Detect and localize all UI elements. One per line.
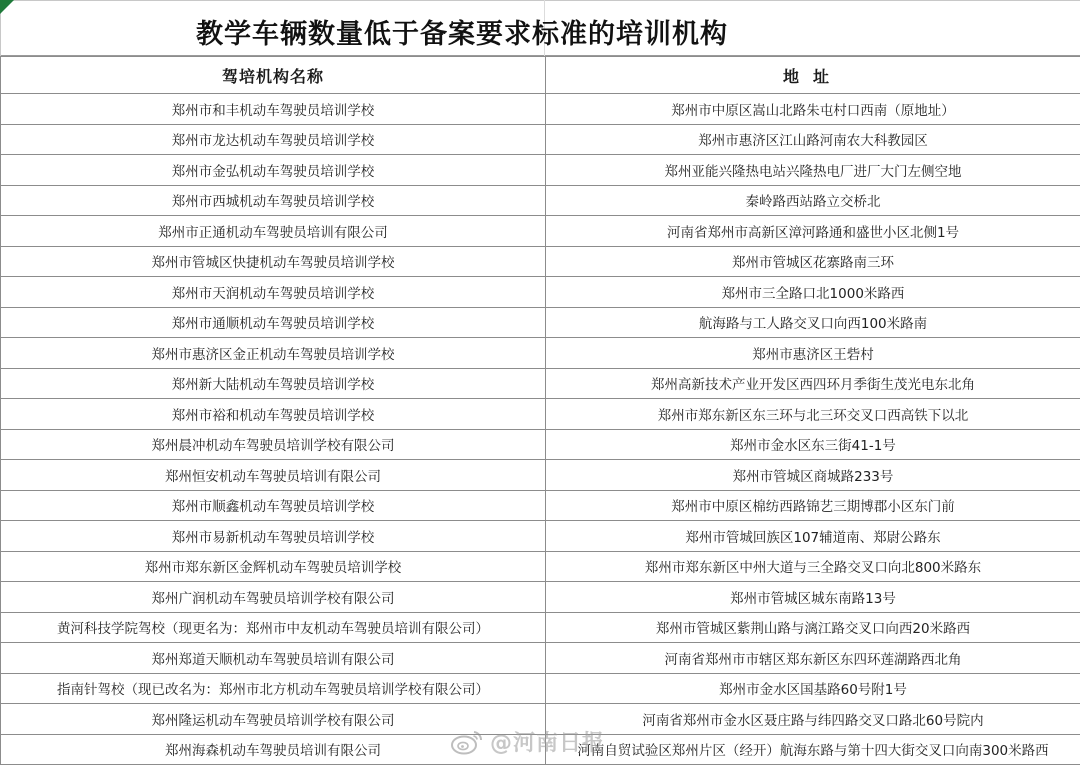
- institution-name-cell: 黄河科技学院驾校（现更名为：郑州市中友机动车驾驶员培训有限公司）: [1, 612, 546, 643]
- watermark-text: @河南日报: [490, 731, 606, 756]
- institution-name-cell: 郑州市易新机动车驾驶员培训学校: [1, 521, 546, 552]
- institution-address-cell: 郑州市管城回族区107辅道南、郑尉公路东: [546, 521, 1080, 552]
- table-row: [1, 155, 1080, 186]
- institution-name-cell: 郑州市西城机动车驾驶员培训学校: [1, 185, 546, 216]
- title-row: [0, 0, 1080, 56]
- institution-name-cell: 郑州恒安机动车驾驶员培训有限公司: [1, 460, 546, 491]
- table-row: [1, 277, 1080, 308]
- institution-name-cell: 郑州市金弘机动车驾驶员培训学校: [1, 155, 546, 186]
- institution-address-cell: 郑州市惠济区江山路河南农大科教园区: [546, 124, 1080, 155]
- institution-name-cell: 指南针驾校（现已改名为：郑州市北方机动车驾驶员培训学校有限公司）: [1, 673, 546, 704]
- institution-address-cell: 郑州市金水区东三街41-1号: [546, 429, 1080, 460]
- table-row: [1, 734, 1080, 765]
- table-row: [1, 490, 1080, 521]
- institution-name-cell: 郑州广润机动车驾驶员培训学校有限公司: [1, 582, 546, 613]
- table-row: [1, 704, 1080, 735]
- institution-name-cell: 郑州市郑东新区金辉机动车驾驶员培训学校: [1, 551, 546, 582]
- table-row: [1, 612, 1080, 643]
- table-row: [1, 368, 1080, 399]
- table-row: [1, 673, 1080, 704]
- institution-name-cell: 郑州郑道天顺机动车驾驶员培训有限公司: [1, 643, 546, 674]
- institution-name-cell: 郑州市天润机动车驾驶员培训学校: [1, 277, 546, 308]
- table-body: [1, 94, 1080, 765]
- institution-name-cell: 郑州晨冲机动车驾驶员培训学校有限公司: [1, 429, 546, 460]
- institution-name-cell: 郑州新大陆机动车驾驶员培训学校: [1, 368, 546, 399]
- institution-name-cell: 郑州市管城区快捷机动车驾驶员培训学校: [1, 246, 546, 277]
- sheet-top-gridline: [0, 0, 1080, 1]
- institution-table: [0, 56, 1080, 765]
- institution-name-cell: 郑州市裕和机动车驾驶员培训学校: [1, 399, 546, 430]
- institution-address-cell: 河南自贸试验区郑州片区（经开）航海东路与第十四大街交叉口向南300米路西: [546, 734, 1080, 765]
- institution-address-cell: 郑州高新技术产业开发区西四环月季街生茂光电东北角: [546, 368, 1080, 399]
- institution-address-cell: 河南省郑州市市辖区郑东新区东四环莲湖路西北角: [546, 643, 1080, 674]
- institution-address-cell: 秦岭路西站路立交桥北: [546, 185, 1080, 216]
- institution-address-cell: 郑州市中原区嵩山北路朱屯村口西南（原地址）: [546, 94, 1080, 125]
- institution-address-cell: 郑州市惠济区王砦村: [546, 338, 1080, 369]
- institution-name-cell: 郑州市惠济区金正机动车驾驶员培训学校: [1, 338, 546, 369]
- institution-address-cell: 郑州市管城区紫荆山路与漓江路交叉口向西20米路西: [546, 612, 1080, 643]
- table-row: [1, 94, 1080, 125]
- institution-name-cell: 郑州市龙达机动车驾驶员培训学校: [1, 124, 546, 155]
- institution-name-cell: 郑州市顺鑫机动车驾驶员培训学校: [1, 490, 546, 521]
- table-header-row: [1, 57, 1080, 94]
- institution-address-cell: 郑州市管城区商城路233号: [546, 460, 1080, 491]
- table-row: [1, 551, 1080, 582]
- table-row: [1, 521, 1080, 552]
- institution-name-cell: 郑州市正通机动车驾驶员培训有限公司: [1, 216, 546, 247]
- table-row: [1, 399, 1080, 430]
- table-row: [1, 429, 1080, 460]
- column-header-address: 地址: [546, 57, 1080, 94]
- institution-address-cell: 郑州市郑东新区中州大道与三全路交叉口向北800米路东: [546, 551, 1080, 582]
- institution-name-cell: 郑州海森机动车驾驶员培训有限公司: [1, 734, 546, 765]
- column-header-name: 驾培机构名称: [1, 57, 546, 94]
- table-row: [1, 185, 1080, 216]
- table-row: [1, 582, 1080, 613]
- table-row: [1, 460, 1080, 491]
- table-row: [1, 216, 1080, 247]
- institution-address-cell: 郑州市中原区棉纺西路锦艺三期博郡小区东门前: [546, 490, 1080, 521]
- institution-name-cell: 郑州市和丰机动车驾驶员培训学校: [1, 94, 546, 125]
- institution-name-cell: 郑州市通顺机动车驾驶员培训学校: [1, 307, 546, 338]
- institution-address-cell: 郑州市管城区花寨路南三环: [546, 246, 1080, 277]
- institution-address-cell: 河南省郑州市金水区聂庄路与纬四路交叉口路北60号院内: [546, 704, 1080, 735]
- institution-address-cell: 郑州市三全路口北1000米路西: [546, 277, 1080, 308]
- institution-address-cell: 郑州亚能兴隆热电站兴隆热电厂进厂大门左侧空地: [546, 155, 1080, 186]
- document-title: 教学车辆数量低于备案要求标准的培训机构: [196, 19, 728, 50]
- institution-address-cell: 郑州市郑东新区东三环与北三环交叉口西高铁下以北: [546, 399, 1080, 430]
- institution-address-cell: 河南省郑州市高新区漳河路通和盛世小区北侧1号: [546, 216, 1080, 247]
- cell-comment-corner-icon: [0, 0, 14, 14]
- institution-address-cell: 郑州市管城区城东南路13号: [546, 582, 1080, 613]
- institution-address-cell: 航海路与工人路交叉口向西100米路南: [546, 307, 1080, 338]
- table-row: [1, 246, 1080, 277]
- institution-name-cell: 郑州隆运机动车驾驶员培训学校有限公司: [1, 704, 546, 735]
- table-row: [1, 307, 1080, 338]
- table-row: [1, 338, 1080, 369]
- table-row: [1, 643, 1080, 674]
- institution-address-cell: 郑州市金水区国基路60号附1号: [546, 673, 1080, 704]
- table-row: [1, 124, 1080, 155]
